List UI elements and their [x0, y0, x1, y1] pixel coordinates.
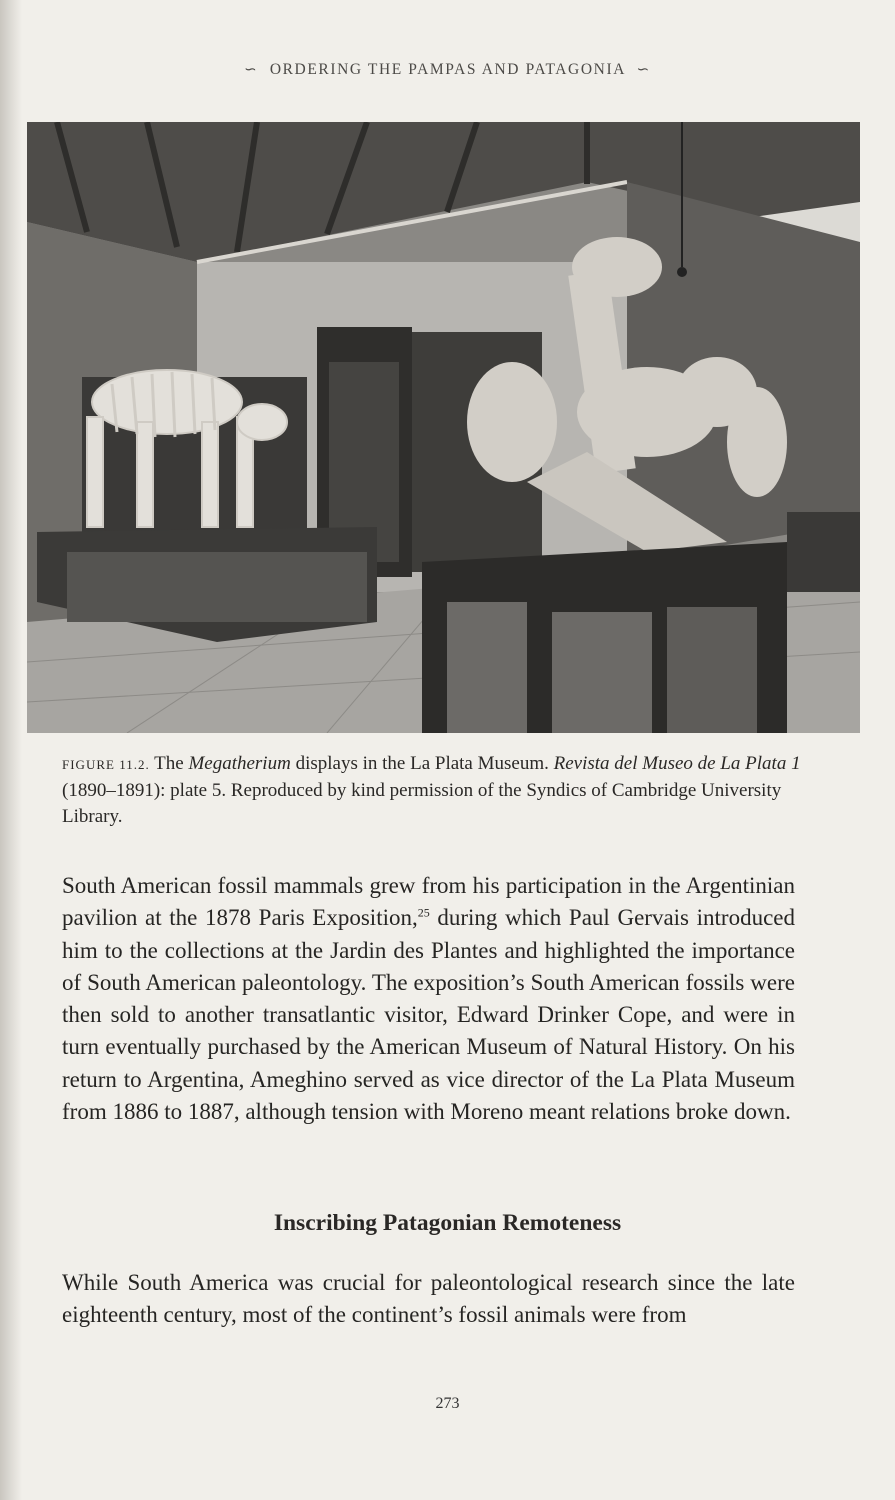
- ornament-right-icon: ∽: [636, 62, 651, 78]
- page-gutter-shadow: [0, 0, 22, 1500]
- figure-caption: [62, 751, 832, 830]
- figure-museum-photograph: [27, 122, 860, 733]
- section-heading: Inscribing Patagonian Remoteness: [273, 1210, 622, 1236]
- caption-segment-italic: Revista del Museo de La Plata 1: [553, 753, 801, 774]
- paragraph-text: South American fossil mammals grew from his participation in the Argentinian pavilion at the 1878 Paris Exposition,: [62, 873, 795, 931]
- caption-text: [62, 753, 801, 827]
- body-paragraph-1: [62, 870, 795, 1128]
- caption-segment: (1890–1891): plate 5. Reproduced by kind permission of the Syndics of Cambridge University Library.: [62, 780, 782, 827]
- running-head-title: ORDERING THE PAMPAS AND PATAGONIA: [269, 61, 626, 78]
- caption-segment-italic: Megatherium: [188, 753, 291, 774]
- museum-hall-illustration: [27, 122, 860, 733]
- page-number: 273: [435, 1395, 460, 1412]
- ornament-left-icon: ∽: [244, 62, 259, 78]
- body-paragraph-2: While South America was crucial for paleontological research since the late eighteenth century, most of the continent’s fossil animals were from: [62, 1270, 795, 1328]
- figure-label: FIGURE 11.2.: [62, 757, 150, 772]
- paragraph-text: during which Paul Gervais introduced him to the collections at the Jardin des Plantes and highlighted the importance of South American paleontology. The exposition’s South American fossils were then sold to another transatlantic visitor, Edward Drinker Cope, and were in turn eventually purchased by the American Museum of Natural History. On his return to Argentina, Ameghino served as vice director of the La Plata Museum from 1886 to 1887, although tension with Moreno meant relations broke down.: [62, 905, 796, 1125]
- footnote-reference[interactable]: 25: [417, 905, 430, 920]
- running-head: [0, 60, 895, 79]
- caption-segment: The: [154, 753, 189, 774]
- caption-segment: displays in the La Plata Museum.: [290, 753, 554, 774]
